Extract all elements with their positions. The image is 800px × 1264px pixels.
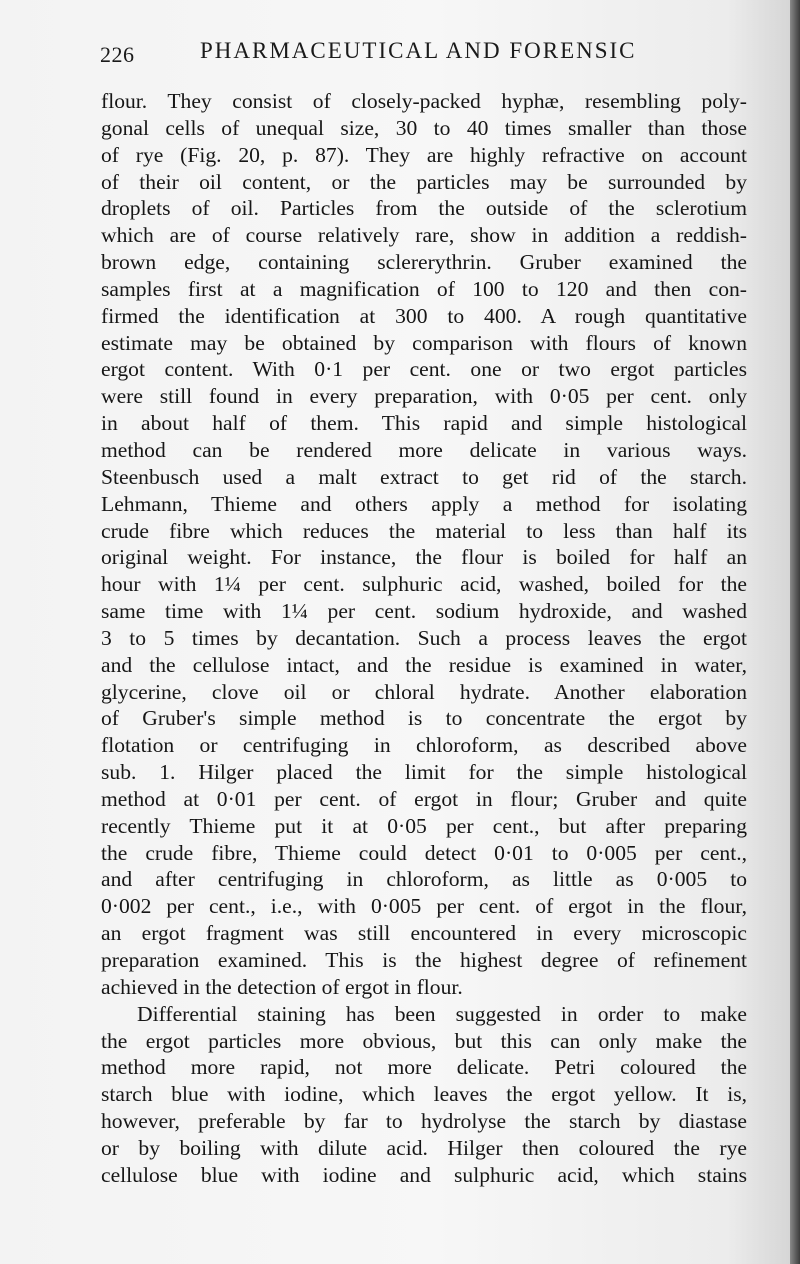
paragraph <box>101 1001 747 1189</box>
text-line: of rye (Fig. 20, p. 87). They are highly refractive on account <box>101 142 747 167</box>
text-line: method can be rendered more delicate in various ways. <box>101 437 747 462</box>
page-number: 226 <box>100 42 135 67</box>
text-line: ergot content. With 0·1 per cent. one or two ergot particles <box>101 357 747 382</box>
text-line: cellulose blue with iodine and sulphuric acid, which stains <box>101 1162 747 1187</box>
text-line: 0·002 per cent., i.e., with 0·005 per cent. of ergot in the flour, <box>101 894 747 919</box>
text-line: flour. They consist of closely-packed hyphæ, resembling poly- <box>101 89 747 113</box>
text-line: 3 to 5 times by decantation. Such a process leaves the ergot <box>101 625 747 650</box>
text-line: samples first at a magnification of 100 to 120 and then con- <box>101 276 747 301</box>
text-line: recently Thieme put it at 0·05 per cent., but after preparing <box>101 813 747 838</box>
text-line: droplets of oil. Particles from the outside of the sclerotium <box>101 196 747 221</box>
text-line: Lehmann, Thieme and others apply a method for isolating <box>101 491 747 516</box>
text-line: crude fibre which reduces the material to less than half its <box>101 518 747 543</box>
text-line: and the cellulose intact, and the residue is examined in water, <box>101 652 747 677</box>
text-line: starch blue with iodine, which leaves the ergot yellow. It is, <box>101 1082 747 1107</box>
text-line: preparation examined. This is the highest degree of refinement <box>101 948 747 972</box>
text-line: the ergot particles more obvious, but this can only make the <box>101 1028 747 1053</box>
text-line: of Gruber's simple method is to concentrate the ergot by <box>101 706 747 731</box>
text-line: the crude fibre, Thieme could detect 0·01 to 0·005 per cent., <box>101 840 747 865</box>
text-line: which are of course relatively rare, show in addition a reddish- <box>101 223 747 248</box>
page-header <box>100 38 700 68</box>
text-line: estimate may be obtained by comparison with flours of known <box>101 330 747 355</box>
text-line: or by boiling with dilute acid. Hilger then coloured the rye <box>101 1135 747 1160</box>
text-line: glycerine, clove oil or chloral hydrate. Another elaboration <box>101 679 747 704</box>
text-line: hour with 1¼ per cent. sulphuric acid, washed, boiled for the <box>101 572 747 597</box>
text-line: same time with 1¼ per cent. sodium hydroxide, and washed <box>101 599 747 624</box>
text-line: achieved in the detection of ergot in flour. <box>101 974 463 999</box>
text-line: an ergot fragment was still encountered in every microscopic <box>101 921 747 946</box>
text-line: and after centrifuging in chloroform, as little as 0·005 to <box>101 867 747 892</box>
page-edge-shadow <box>790 0 800 1264</box>
text-line: brown edge, containing sclererythrin. Gruber examined the <box>101 250 747 275</box>
text-line: Differential staining has been suggested in order to make <box>137 1001 747 1026</box>
text-line: method at 0·01 per cent. of ergot in flour; Gruber and quite <box>101 786 747 811</box>
text-line: Steenbusch used a malt extract to get rid of the starch. <box>101 464 747 489</box>
running-title: PHARMACEUTICAL AND FORENSIC <box>200 38 637 63</box>
body-text <box>101 88 747 1189</box>
text-line: original weight. For instance, the flour is boiled for half an <box>101 545 747 570</box>
text-line: were still found in every preparation, with 0·05 per cent. only <box>101 384 747 409</box>
paragraph <box>101 88 747 1001</box>
text-line: in about half of them. This rapid and simple histological <box>101 411 747 436</box>
text-line: method more rapid, not more delicate. Petri coloured the <box>101 1055 747 1080</box>
text-line: firmed the identification at 300 to 400. A rough quantitative <box>101 303 747 328</box>
text-line: however, preferable by far to hydrolyse the starch by diastase <box>101 1109 747 1134</box>
text-line: flotation or centrifuging in chloroform, as described above <box>101 733 747 758</box>
text-line: sub. 1. Hilger placed the limit for the simple histological <box>101 760 747 785</box>
text-line: of their oil content, or the particles may be surrounded by <box>101 169 747 194</box>
text-line: gonal cells of unequal size, 30 to 40 times smaller than those <box>101 115 747 140</box>
